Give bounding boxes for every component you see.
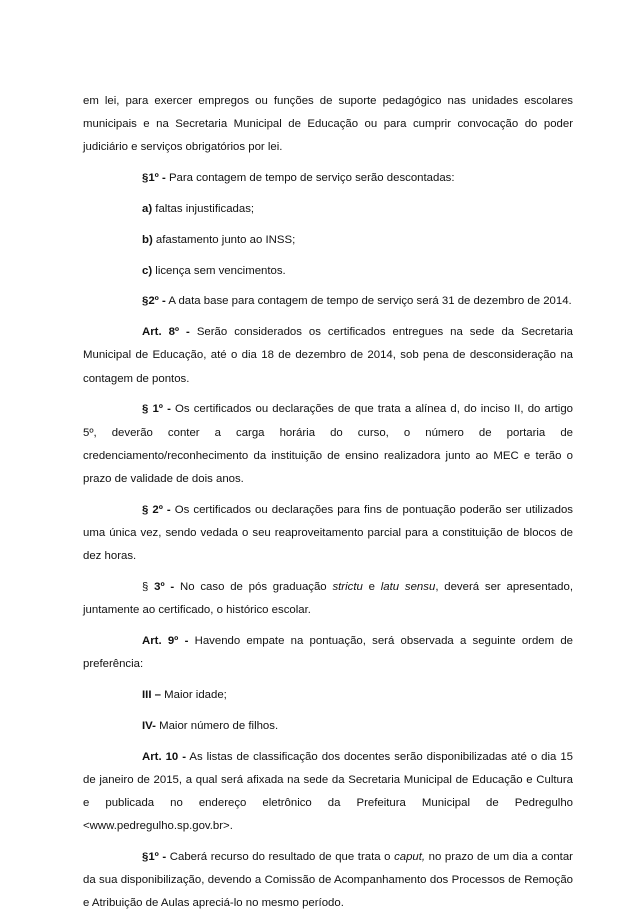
- paragraph-art9: [83, 630, 573, 676]
- paragraph-text: e: [362, 581, 381, 593]
- item-label: IV-: [142, 719, 156, 732]
- item-label: b): [142, 233, 153, 246]
- paragraph-label: 3º -: [154, 581, 175, 593]
- paragraph-item-b: [83, 229, 573, 252]
- section-symbol: §: [142, 581, 155, 593]
- paragraph-label: §2º -: [142, 295, 166, 308]
- paragraph-par2: [83, 290, 573, 313]
- paragraph-par1: [83, 167, 573, 190]
- paragraph-text: A data base para contagem de tempo de serviço será 31 de dezembro de 2014.: [165, 295, 572, 308]
- item-text: afastamento junto ao INSS;: [152, 233, 296, 246]
- item-text: Maior idade;: [161, 689, 227, 701]
- paragraph-text: , deverá ser apresentado, juntamente ao certificado, o histórico escolar.: [83, 581, 573, 617]
- paragraph-label: §1º -: [142, 851, 167, 863]
- item-label: c): [142, 264, 153, 277]
- article-label: Art. 10 -: [142, 750, 187, 763]
- paragraph-label: §1º -: [142, 172, 166, 185]
- paragraph-art8-par1: [83, 398, 573, 491]
- item-text: licença sem vencimentos.: [152, 264, 286, 277]
- paragraph-item-a: [83, 198, 573, 221]
- article-label: Art. 8º -: [142, 326, 190, 339]
- paragraph-item-iv: [83, 715, 573, 738]
- article-text: As listas de classificação dos docentes serão disponibilizadas até o dia 15 de janeiro de 2015, a qual será afixada na sede da Secretaria Municipal de Educação e Cultura e publicada no endereço eletrônico da Prefeitura Municipal de Pedregulho <www.pedregulho.sp.gov.br>.: [83, 750, 573, 833]
- item-text: faltas injustificadas;: [152, 203, 255, 215]
- paragraph-art8-par2: [83, 499, 573, 569]
- article-text: Serão considerados os certificados entregues na sede da Secretaria Municipal de Educação, até o dia 18 de dezembro de 2014, sob pena de desconsideração na contagem de pontos.: [83, 326, 574, 385]
- paragraph-art8-par3: [83, 576, 573, 622]
- paragraph-text: No caso de pós graduação: [174, 581, 333, 593]
- paragraph-text: no prazo de um dia a contar da sua disponibilização, devendo a Comissão de Acompanhamento dos Processos de Remoção e Atribuição de Aulas apreciá-lo no mesmo período.: [83, 851, 573, 910]
- item-label: a): [142, 203, 153, 215]
- paragraph-item-c: [83, 260, 573, 283]
- emphasis-text: strictu: [332, 581, 363, 593]
- emphasis-text: latu sensu: [380, 581, 436, 593]
- paragraph-art8: [83, 321, 573, 391]
- paragraph-label: § 2º -: [142, 503, 171, 516]
- paragraph-item-iii: [83, 684, 573, 707]
- paragraph-art10-par1: [83, 846, 573, 916]
- paragraph-art10: [83, 746, 573, 839]
- article-label: Art. 9º -: [142, 635, 189, 647]
- item-text: Maior número de filhos.: [155, 719, 279, 732]
- paragraph-label: § 1º -: [142, 403, 171, 416]
- paragraph-text: Os certificados ou declarações para fins de pontuação poderão ser utilizados uma única vez, sendo vedada o seu reaproveitamento parcial para a constituição de blocos de dez horas.: [83, 503, 573, 563]
- document-page: [83, 90, 573, 916]
- paragraph-text: Os certificados ou declarações de que trata a alínea d, do inciso II, do artigo 5º, deverão conter a carga horária do curso, o número de portaria de credenciamento/reconhecimento da instituição de ensino realizadora junto ao MEC e terão o prazo de validade de dois anos.: [83, 403, 574, 485]
- emphasis-text: caput,: [394, 851, 426, 863]
- paragraph-text: em lei, para exercer empregos ou funções de suporte pedagógico nas unidades escolares municipais e na Secretaria Municipal de Educação ou para cumprir convocação do poder judiciário e serviços obrigatórios por lei.: [83, 95, 573, 154]
- article-text: Havendo empate na pontuação, será observada a seguinte ordem de preferência:: [83, 635, 574, 671]
- paragraph-intro: [83, 90, 573, 160]
- paragraph-text: Para contagem de tempo de serviço serão descontadas:: [165, 172, 455, 185]
- paragraph-text: Caberá recurso do resultado de que trata o: [166, 851, 395, 863]
- item-label: III –: [142, 689, 161, 701]
